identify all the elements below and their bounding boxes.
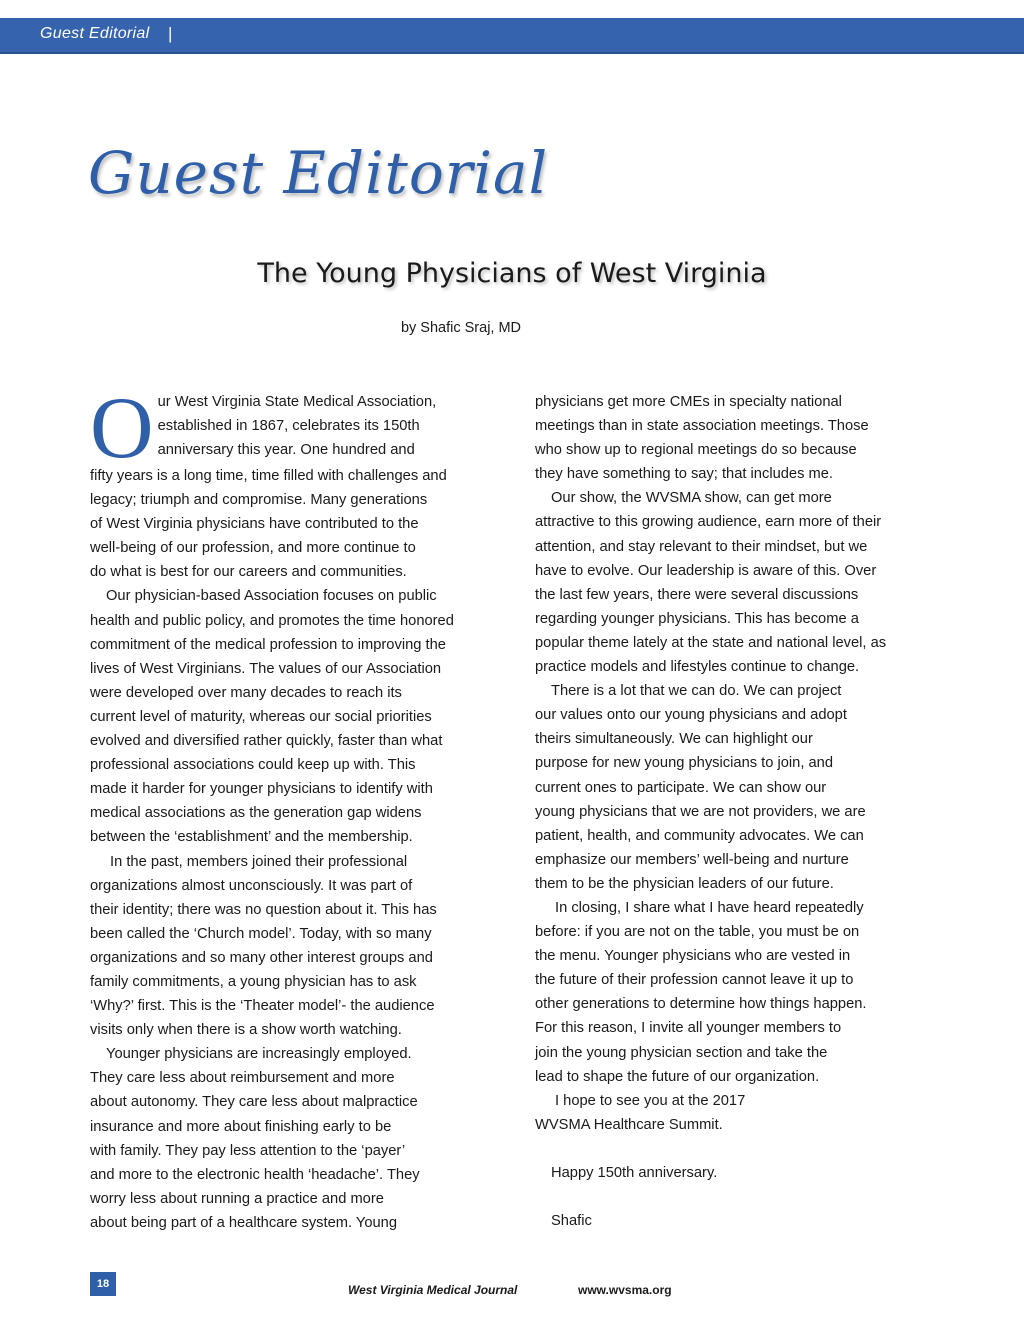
text-line: popular theme lately at the state and national level, as xyxy=(535,634,887,651)
text-line: their identity; there was no question about it. This has xyxy=(90,901,437,918)
text-line: family commitments, a young physician has to ask xyxy=(90,973,417,990)
page-number: 18 xyxy=(90,1272,116,1296)
text-line: were developed over many decades to reach its xyxy=(90,684,402,701)
text-line: well-being of our profession, and more continue to xyxy=(90,540,416,557)
text-line: ‘Why?’ first. This is the ‘Theater model’- the audience xyxy=(90,998,435,1015)
paragraph-6 xyxy=(535,486,935,679)
text-line: they have something to say; that includes me. xyxy=(535,466,833,483)
text-line: For this reason, I invite all younger members to xyxy=(535,1020,842,1037)
paragraph-4 xyxy=(90,1042,510,1235)
text-line: organizations and so many other interest groups and xyxy=(90,949,433,966)
footer-url: www.wvsma.org xyxy=(578,1283,672,1297)
text-line: the menu. Younger physicians who are vested in xyxy=(535,948,851,965)
paragraph-9 xyxy=(535,1089,935,1137)
text-line: attractive to this growing audience, earn more of their xyxy=(535,514,882,531)
left-column xyxy=(90,380,510,1235)
paragraph-2 xyxy=(90,584,510,849)
text-line: medical associations as the generation gap widens xyxy=(90,805,422,822)
masthead-script-title: Guest Editorial xyxy=(88,139,549,207)
text-line: worry less about running a practice and more xyxy=(90,1190,384,1207)
text-line: established in 1867, celebrates its 150th xyxy=(157,418,420,435)
text-line: other generations to determine how things happen. xyxy=(535,996,867,1013)
signature-name: Shafic xyxy=(551,1213,592,1229)
text-line: fifty years is a long time, time filled with challenges and xyxy=(90,468,447,484)
text-line: the last few years, there were several discussions xyxy=(535,586,859,603)
sign-off xyxy=(535,1161,935,1233)
text-line: organizations almost unconsciously. It was part of xyxy=(90,877,413,894)
header-bar xyxy=(0,18,1024,54)
text-line: young physicians that we are not providers, we are xyxy=(535,803,866,820)
article-title: The Young Physicians of West Virginia xyxy=(257,258,767,289)
paragraph-1 xyxy=(90,380,510,584)
text-line: our values onto our young physicians and adopt xyxy=(535,707,847,724)
text-line: lives of West Virginians. The values of our Association xyxy=(90,660,442,677)
text-line: current level of maturity, whereas our social priorities xyxy=(90,708,432,725)
text-line: physicians get more CMEs in specialty national xyxy=(535,394,842,410)
text-line: who show up to regional meetings do so because xyxy=(535,442,857,459)
spacer xyxy=(535,1137,935,1161)
text-line: between the ‘establishment’ and the membership. xyxy=(90,829,413,846)
text-line: lead to shape the future of our organization. xyxy=(535,1068,820,1085)
text-line: about being part of a healthcare system. Young xyxy=(90,1214,398,1231)
text-line: Younger physicians are increasingly employed. xyxy=(106,1046,412,1063)
text-line: attention, and stay relevant to their mindset, but we xyxy=(535,538,868,555)
text-line: evolved and diversified rather quickly, faster than what xyxy=(90,733,443,750)
text-line: with family. They pay less attention to the ‘payer’ xyxy=(90,1142,406,1159)
text-line: patient, health, and community advocates. We can xyxy=(535,827,864,844)
text-line: visits only when there is a show worth watching. xyxy=(90,1022,402,1039)
paragraph-7 xyxy=(535,679,935,896)
right-column xyxy=(535,390,935,1233)
text-line: ur West Virginia State Medical Association, xyxy=(157,394,437,410)
text-line: professional associations could keep up with. This xyxy=(90,757,416,774)
text-line: insurance and more about finishing early to be xyxy=(90,1118,392,1135)
text-line: the future of their profession cannot leave it up to xyxy=(535,972,854,989)
text-line: health and public policy, and promotes the time honored xyxy=(90,612,454,629)
section-label: Guest Editorial xyxy=(40,25,150,42)
text-line: There is a lot that we can do. We can project xyxy=(551,683,842,700)
text-line: Our physician-based Association focuses on public xyxy=(106,588,437,605)
text-line: join the young physician section and take the xyxy=(535,1044,828,1061)
byline: by Shafic Sraj, MD xyxy=(400,320,522,336)
text-line: purpose for new young physicians to join, and xyxy=(535,755,834,772)
text-line: emphasize our members’ well-being and nurture xyxy=(535,851,849,868)
text-line: They care less about reimbursement and more xyxy=(90,1070,395,1087)
text-line: do what is best for our careers and communities. xyxy=(90,564,407,581)
text-line: legacy; triumph and compromise. Many generations xyxy=(90,492,428,509)
closing-line: Happy 150th anniversary. xyxy=(551,1164,718,1181)
text-line: In the past, members joined their professional xyxy=(110,853,408,870)
journal-name: West Virginia Medical Journal xyxy=(348,1283,518,1297)
text-line: before: if you are not on the table, you must be on xyxy=(535,924,860,941)
text-line: been called the ‘Church model’. Today, with so many xyxy=(90,925,432,942)
text-line: regarding younger physicians. This has become a xyxy=(535,610,859,627)
text-line: current ones to participate. We can show our xyxy=(535,779,827,796)
text-line: WVSMA Healthcare Summit. xyxy=(535,1116,723,1133)
text-line: anniversary this year. One hundred and xyxy=(157,442,415,459)
text-line: made it harder for younger physicians to identify with xyxy=(90,781,433,798)
text-line: them to be the physician leaders of our future. xyxy=(535,875,834,892)
text-line: meetings than in state association meetings. Those xyxy=(535,418,869,435)
header-separator: | xyxy=(168,24,173,43)
drop-cap: O xyxy=(90,380,154,477)
masthead xyxy=(88,128,549,228)
paragraph-3 xyxy=(90,850,510,1043)
spacer xyxy=(535,1185,935,1209)
text-line: about autonomy. They care less about malpractice xyxy=(90,1094,418,1111)
text-line: have to evolve. Our leadership is aware of this. Over xyxy=(535,562,877,579)
text-line: practice models and lifestyles continue to change. xyxy=(535,659,860,676)
text-line: In closing, I share what I have heard repeatedly xyxy=(555,899,864,916)
paragraph-5 xyxy=(535,390,935,486)
text-line: and more to the electronic health ‘headache’. They xyxy=(90,1166,420,1183)
text-line: of West Virginia physicians have contributed to the xyxy=(90,516,419,533)
text-line: I hope to see you at the 2017 xyxy=(555,1092,746,1109)
text-line: commitment of the medical profession to improving the xyxy=(90,636,446,653)
text-line: theirs simultaneously. We can highlight our xyxy=(535,731,813,748)
paragraph-8 xyxy=(535,896,935,1089)
text-line: Our show, the WVSMA show, can get more xyxy=(551,490,832,507)
